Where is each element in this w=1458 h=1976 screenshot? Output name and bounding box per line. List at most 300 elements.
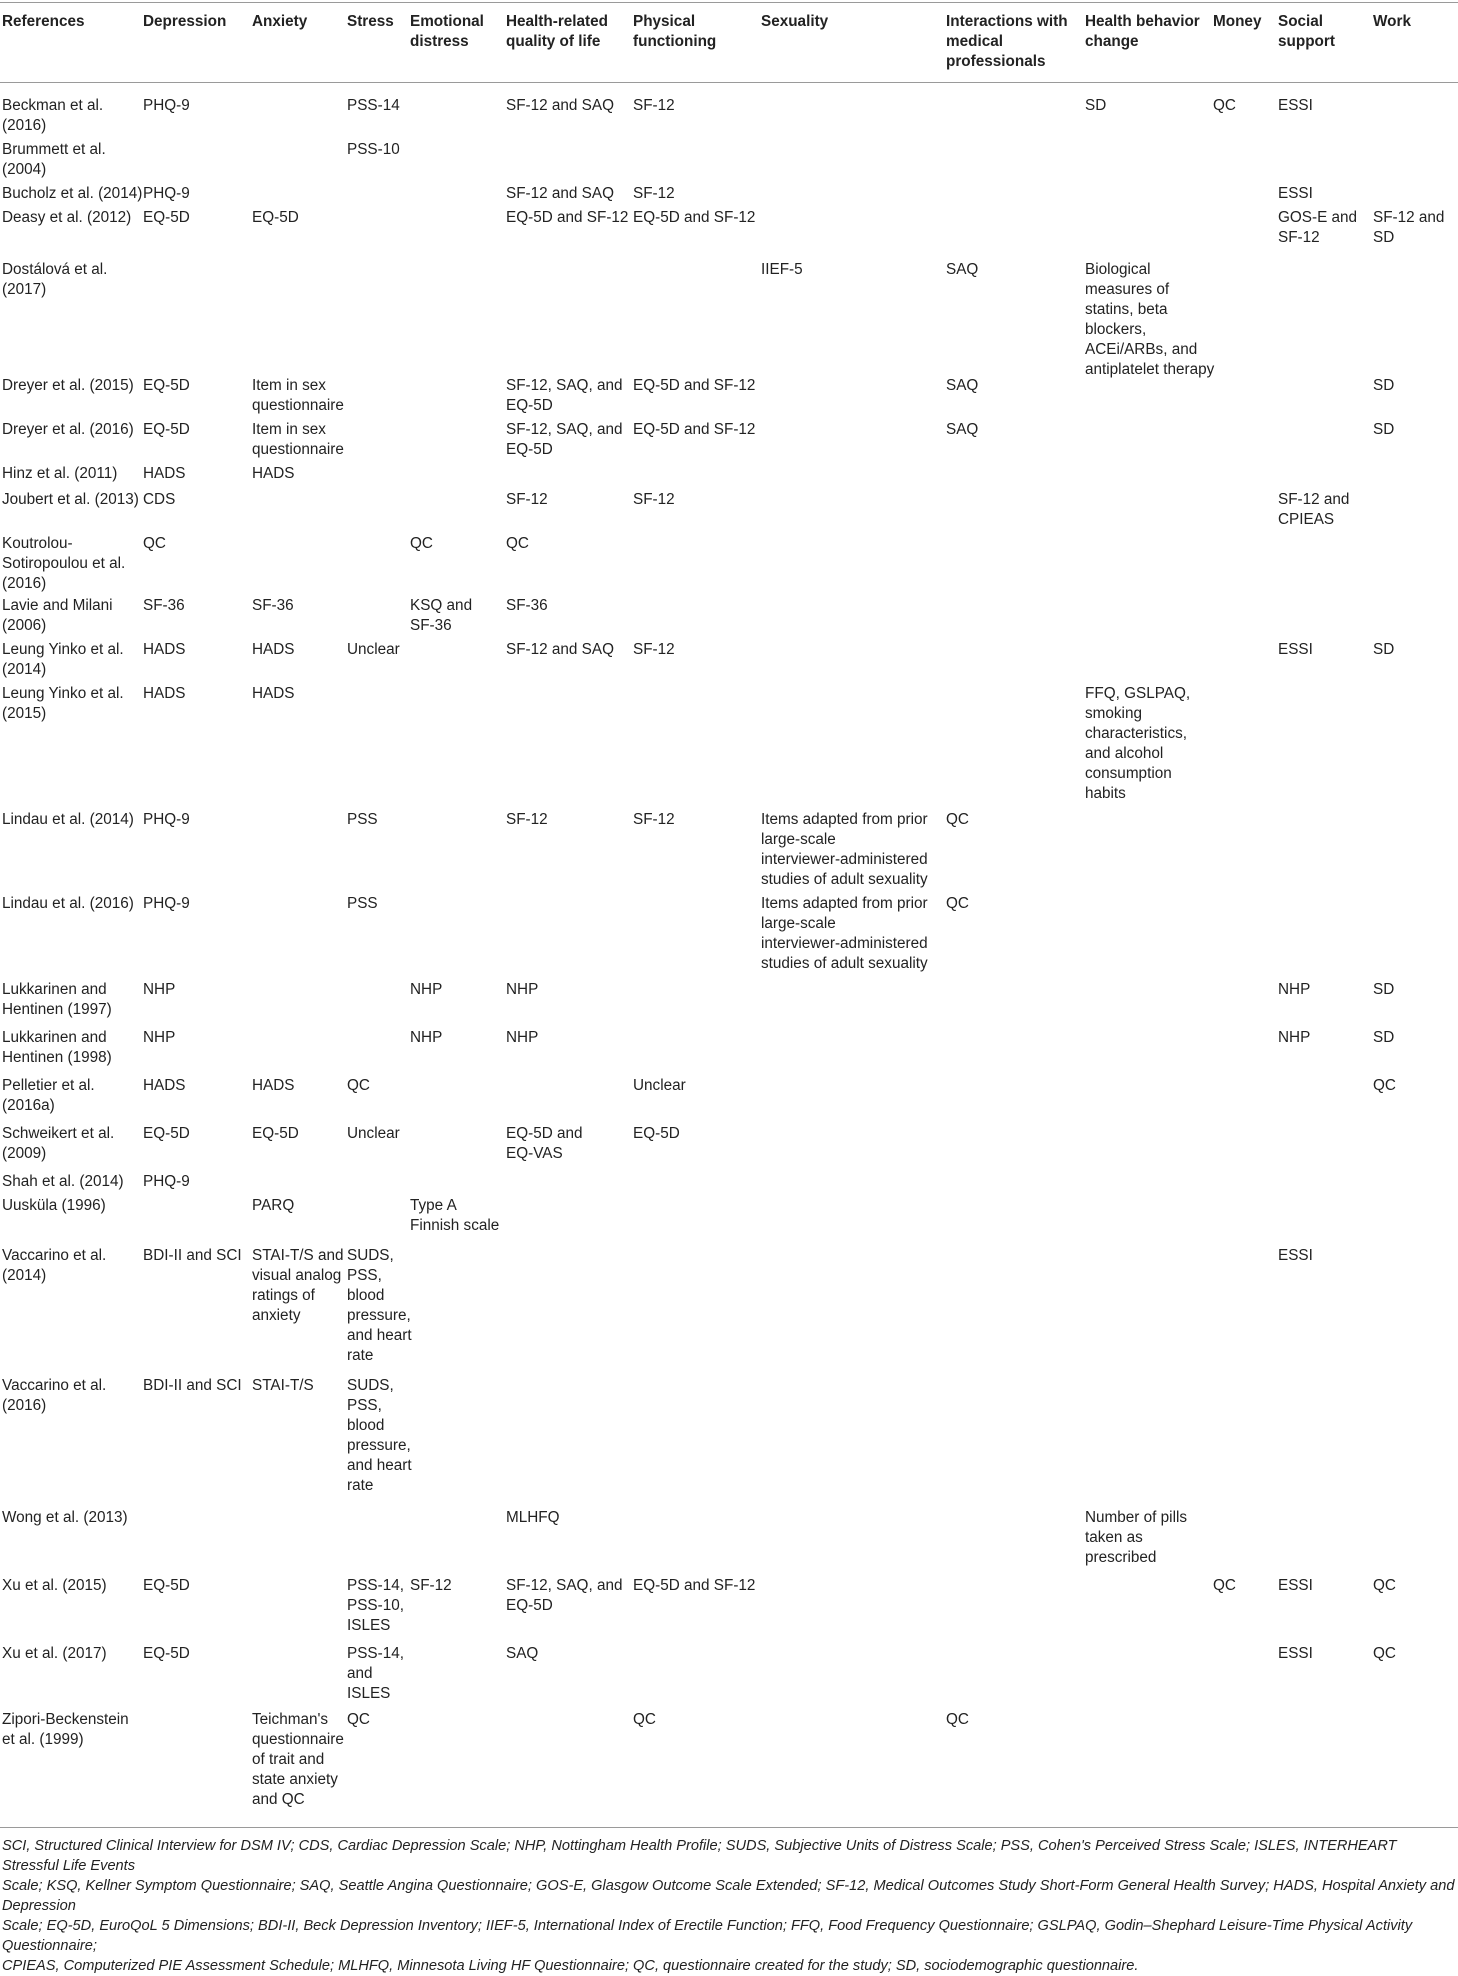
- cell-text-line: studies of adult sexuality: [761, 955, 928, 972]
- cell-text-line: EQ-5D and: [506, 1125, 583, 1142]
- cell-text-line: Zipori-Beckenstein: [2, 1711, 129, 1728]
- cell-text-line: Xu et al. (2015): [2, 1577, 107, 1594]
- table-cell: [1373, 376, 1394, 396]
- cell-text-line: SD: [1373, 421, 1395, 438]
- header-text-line: Work: [1373, 13, 1411, 30]
- cell-text-line: NHP: [410, 1029, 443, 1046]
- table-cell: [1278, 1576, 1313, 1596]
- cell-text-line: PHQ-9: [143, 811, 190, 828]
- table-cell: [252, 596, 294, 616]
- table-cell: [410, 1028, 442, 1048]
- cell-text-line: EQ-5D and SF-12: [506, 209, 629, 226]
- cell-text-line: ESSI: [1278, 97, 1313, 114]
- cell-text-line: blockers,: [1085, 321, 1147, 338]
- cell-text-line: Koutrolou-: [2, 535, 73, 552]
- table-cell: [1085, 684, 1190, 804]
- table-cell: [252, 464, 295, 484]
- cell-text-line: Bucholz et al. (2014): [2, 185, 143, 202]
- header-text-line: Physical: [633, 13, 696, 30]
- table-cell: [1278, 640, 1313, 660]
- cell-text-line: SD: [1085, 97, 1107, 114]
- cell-text-line: anxiety: [252, 1307, 301, 1324]
- cell-text-line: Deasy et al. (2012): [2, 209, 132, 226]
- table-cell: [143, 1576, 190, 1596]
- table-cell: [633, 96, 675, 116]
- cell-text-line: QC: [506, 535, 529, 552]
- cell-text-line: EQ-5D: [143, 377, 190, 394]
- table-cell: [761, 260, 803, 280]
- table-cell: [347, 1124, 400, 1144]
- cell-text-line: HADS: [143, 641, 186, 658]
- table-cell: [506, 640, 614, 660]
- table-cell: [347, 810, 378, 830]
- table-cell: [252, 1076, 295, 1096]
- cell-text-line: Lukkarinen and: [2, 1029, 107, 1046]
- column-header: [1085, 12, 1200, 52]
- cell-text-line: HADS: [252, 465, 295, 482]
- row-reference: [2, 596, 113, 636]
- cell-text-line: questionnaire: [252, 1731, 344, 1748]
- header-text-line: functioning: [633, 33, 717, 50]
- table-cell: [347, 1246, 412, 1366]
- cell-text-line: EQ-5D and SF-12: [633, 421, 756, 438]
- table-cell: [1278, 1644, 1313, 1664]
- row-reference: [2, 490, 139, 510]
- row-reference: [2, 1124, 114, 1164]
- cell-text-line: Hentinen (1998): [2, 1049, 112, 1066]
- cell-text-line: EQ-5D: [143, 421, 190, 438]
- table-cell: [143, 464, 186, 484]
- table-cell: [252, 1710, 344, 1810]
- cell-text-line: (2017): [2, 281, 47, 298]
- cell-text-line: interviewer-administered: [761, 851, 928, 868]
- cell-text-line: PHQ-9: [143, 1173, 190, 1190]
- cell-text-line: NHP: [506, 1029, 539, 1046]
- row-reference: [2, 1246, 106, 1286]
- cell-text-line: (2006): [2, 617, 47, 634]
- cell-text-line: SF-12: [633, 97, 675, 114]
- table-cell: [633, 208, 755, 228]
- table-cell: [506, 490, 548, 510]
- table-cell: [143, 1246, 242, 1266]
- cell-text-line: interviewer-administered: [761, 935, 928, 952]
- column-header: [761, 12, 828, 32]
- footnote-line: CPIEAS, Computerized PIE Assessment Schedule; MLHFQ, Minnesota Living HF Questionnaire; QC, questionnaire created for the study; SD, sociodemographic questionnaire.: [2, 1958, 1139, 1974]
- cell-text-line: Joubert et al. (2013): [2, 491, 139, 508]
- cell-text-line: HADS: [252, 641, 295, 658]
- header-text-line: distress: [410, 33, 469, 50]
- table-cell: [1278, 96, 1313, 116]
- cell-text-line: (2014): [2, 661, 47, 678]
- cell-text-line: BDI-II and SCI: [143, 1247, 242, 1264]
- cell-text-line: questionnaire: [252, 397, 344, 414]
- table-cell: [143, 980, 175, 1000]
- cell-text-line: CPIEAS: [1278, 511, 1335, 528]
- footnote-line: Scale; KSQ, Kellner Symptom Questionnaire; SAQ, Seattle Angina Questionnaire; GOS-E, Glasgow Outcome Scale Extended; SF-12, Medical Outcomes Study Short-Form General Health Survey; HADS, Hospital Anxiety and Depression: [2, 1878, 1455, 1914]
- cell-text-line: EQ-5D: [252, 1125, 299, 1142]
- table-cell: [506, 1644, 538, 1664]
- table-cell: [143, 1124, 190, 1144]
- cell-text-line: EQ-5D: [143, 1645, 190, 1662]
- table-cell: [1278, 980, 1310, 1000]
- cell-text-line: Vaccarino et al.: [2, 1247, 107, 1264]
- row-reference: [2, 96, 103, 136]
- table-bottom-rule: [0, 1827, 1458, 1828]
- table-cell: [633, 1124, 680, 1144]
- cell-text-line: studies of adult sexuality: [761, 871, 928, 888]
- row-reference: [2, 980, 112, 1020]
- table-cell: [1278, 208, 1357, 248]
- cell-text-line: EQ-5D: [506, 441, 553, 458]
- cell-text-line: QC: [347, 1077, 370, 1094]
- cell-text-line: BDI-II and SCI: [143, 1377, 242, 1394]
- table-cell: [1373, 980, 1394, 1000]
- table-cell: [506, 208, 628, 228]
- row-reference: [2, 376, 134, 396]
- table-cell: [347, 1076, 370, 1096]
- cell-text-line: PSS: [347, 811, 378, 828]
- table-cell: [252, 684, 295, 704]
- table-cell: [506, 376, 622, 416]
- cell-text-line: blood: [347, 1417, 385, 1434]
- cell-text-line: rate: [347, 1477, 374, 1494]
- table-cell: [143, 490, 175, 510]
- table-cell: [1213, 96, 1236, 116]
- header-text-line: support: [1278, 33, 1335, 50]
- table-cell: [1278, 1246, 1313, 1266]
- cell-text-line: SF-12: [506, 811, 548, 828]
- table-cell: [1085, 260, 1214, 380]
- cell-text-line: ESSI: [1278, 185, 1313, 202]
- cell-text-line: of trait and: [252, 1751, 325, 1768]
- cell-text-line: PSS-14: [347, 97, 400, 114]
- cell-text-line: PSS-14,: [347, 1577, 404, 1594]
- cell-text-line: pressure,: [347, 1307, 411, 1324]
- cell-text-line: Finnish scale: [410, 1217, 500, 1234]
- table-cell: [347, 140, 400, 160]
- cell-text-line: QC: [1373, 1077, 1396, 1094]
- cell-text-line: Item in sex: [252, 421, 326, 438]
- cell-text-line: Items adapted from prior: [761, 895, 928, 912]
- table-cell: [1373, 420, 1394, 440]
- table-cell: [1373, 1644, 1396, 1664]
- cell-text-line: QC: [410, 535, 433, 552]
- cell-text-line: Dreyer et al. (2016): [2, 421, 134, 438]
- footnote-line: SCI, Structured Clinical Interview for DSM IV; CDS, Cardiac Depression Scale; NHP, Nottingham Health Profile; SUDS, Subjective Units of Distress Scale; PSS, Cohen's Perceived Stress Scale; ISLES, INTERHEART Stressful Life Events: [2, 1838, 1397, 1874]
- table-cell: [1085, 96, 1106, 116]
- cell-text-line: Uusküla (1996): [2, 1197, 106, 1214]
- row-reference: [2, 684, 124, 724]
- cell-text-line: Lavie and Milani: [2, 597, 113, 614]
- cell-text-line: PSS-14,: [347, 1645, 404, 1662]
- table-cell: [252, 208, 299, 228]
- header-text-line: References: [2, 13, 85, 30]
- cell-text-line: Unclear: [347, 1125, 400, 1142]
- cell-text-line: QC: [946, 1711, 969, 1728]
- cell-text-line: antiplatelet therapy: [1085, 361, 1215, 378]
- header-text-line: medical: [946, 33, 1003, 50]
- cell-text-line: QC: [1373, 1577, 1396, 1594]
- table-cell: [506, 1576, 622, 1616]
- table-cell: [506, 1508, 560, 1528]
- cell-text-line: large-scale: [761, 915, 836, 932]
- cell-text-line: prescribed: [1085, 1549, 1157, 1566]
- cell-text-line: (2015): [2, 705, 47, 722]
- table-cell: [410, 1196, 499, 1236]
- column-header: [506, 12, 608, 52]
- cell-text-line: Number of pills: [1085, 1509, 1188, 1526]
- table-cell: [946, 1710, 969, 1730]
- cell-text-line: PSS,: [347, 1397, 382, 1414]
- cell-text-line: SF-12: [1278, 229, 1320, 246]
- table-cell: [1278, 490, 1349, 530]
- cell-text-line: large-scale: [761, 831, 836, 848]
- cell-text-line: (2016): [2, 575, 47, 592]
- cell-text-line: Hentinen (1997): [2, 1001, 112, 1018]
- cell-text-line: SD: [1373, 641, 1395, 658]
- row-reference: [2, 1576, 107, 1596]
- cell-text-line: rate: [347, 1347, 374, 1364]
- cell-text-line: MLHFQ: [506, 1509, 560, 1526]
- cell-text-line: state anxiety: [252, 1771, 338, 1788]
- cell-text-line: Beckman et al.: [2, 97, 104, 114]
- cell-text-line: FFQ, GSLPAQ,: [1085, 685, 1191, 702]
- cell-text-line: pressure,: [347, 1437, 411, 1454]
- cell-text-line: consumption: [1085, 765, 1172, 782]
- cell-text-line: Biological: [1085, 261, 1151, 278]
- table-cell: [347, 1710, 370, 1730]
- cell-text-line: NHP: [143, 1029, 176, 1046]
- cell-text-line: HADS: [252, 685, 295, 702]
- table-cell: [633, 1710, 656, 1730]
- cell-text-line: NHP: [506, 981, 539, 998]
- cell-text-line: and heart: [347, 1457, 412, 1474]
- table-cell: [1373, 208, 1444, 248]
- table-cell: [252, 1124, 299, 1144]
- cell-text-line: and alcohol: [1085, 745, 1164, 762]
- table-cell: [410, 596, 472, 636]
- table-cell: [143, 420, 190, 440]
- header-text-line: Interactions with: [946, 13, 1068, 30]
- table-cell: [1213, 1576, 1236, 1596]
- cell-text-line: QC: [1373, 1645, 1396, 1662]
- header-text-line: Anxiety: [252, 13, 308, 30]
- table-cell: [143, 1028, 175, 1048]
- cell-text-line: PSS: [347, 895, 378, 912]
- column-header: [347, 12, 394, 32]
- row-reference: [2, 208, 131, 228]
- cell-text-line: EQ-5D: [252, 209, 299, 226]
- table-cell: [347, 1576, 404, 1636]
- cell-text-line: NHP: [143, 981, 176, 998]
- cell-text-line: Dreyer et al. (2015): [2, 377, 134, 394]
- cell-text-line: (2004): [2, 161, 47, 178]
- cell-text-line: QC: [946, 811, 969, 828]
- cell-text-line: et al. (1999): [2, 1731, 84, 1748]
- cell-text-line: SD: [1373, 229, 1395, 246]
- table-cell: [946, 810, 969, 830]
- table-cell: [252, 1376, 314, 1396]
- cell-text-line: PHQ-9: [143, 895, 190, 912]
- table-cell: [633, 640, 675, 660]
- cell-text-line: (2016): [2, 117, 47, 134]
- table-top-rule: [0, 2, 1458, 3]
- cell-text-line: (2014): [2, 1267, 47, 1284]
- cell-text-line: QC: [1213, 1577, 1236, 1594]
- table-cell: [633, 490, 675, 510]
- cell-text-line: SAQ: [506, 1645, 539, 1662]
- cell-text-line: STAI-T/S: [252, 1377, 314, 1394]
- cell-text-line: Items adapted from prior: [761, 811, 928, 828]
- column-header: [2, 12, 84, 32]
- row-reference: [2, 464, 117, 484]
- cell-text-line: HADS: [143, 465, 186, 482]
- cell-text-line: SF-36: [506, 597, 548, 614]
- cell-text-line: Lindau et al. (2014): [2, 811, 134, 828]
- cell-text-line: Xu et al. (2017): [2, 1645, 107, 1662]
- cell-text-line: SUDS,: [347, 1377, 394, 1394]
- header-text-line: Emotional: [410, 13, 484, 30]
- cell-text-line: Unclear: [347, 641, 400, 658]
- cell-text-line: PSS-10,: [347, 1597, 404, 1614]
- cell-text-line: ESSI: [1278, 1247, 1313, 1264]
- cell-text-line: EQ-5D and SF-12: [633, 1577, 756, 1594]
- table-cell: [506, 810, 548, 830]
- cell-text-line: HADS: [252, 1077, 295, 1094]
- table-cell: [347, 1644, 404, 1704]
- cell-text-line: NHP: [1278, 1029, 1311, 1046]
- cell-text-line: SF-12 and: [1373, 209, 1445, 226]
- table-cell: [633, 184, 675, 204]
- cell-text-line: habits: [1085, 785, 1126, 802]
- table-cell: [252, 1196, 294, 1216]
- cell-text-line: ACEi/ARBs, and: [1085, 341, 1198, 358]
- table-cell: [143, 1376, 242, 1396]
- cell-text-line: SF-12, SAQ, and: [506, 1577, 623, 1594]
- table-cell: [946, 894, 969, 914]
- row-reference: [2, 640, 124, 680]
- table-cell: [1373, 1076, 1396, 1096]
- table-cell: [946, 376, 978, 396]
- cell-text-line: Leung Yinko et al.: [2, 685, 124, 702]
- table-cell: [143, 640, 186, 660]
- cell-text-line: SD: [1373, 1029, 1395, 1046]
- cell-text-line: QC: [143, 535, 166, 552]
- cell-text-line: SF-12 and SAQ: [506, 97, 614, 114]
- cell-text-line: SAQ: [946, 261, 979, 278]
- cell-text-line: PSS-10: [347, 141, 400, 158]
- cell-text-line: Pelletier et al.: [2, 1077, 95, 1094]
- row-reference: [2, 1376, 106, 1416]
- cell-text-line: SF-12: [506, 491, 548, 508]
- cell-text-line: and QC: [252, 1791, 305, 1808]
- cell-text-line: blood: [347, 1287, 385, 1304]
- row-reference: [2, 894, 134, 914]
- row-reference: [2, 260, 107, 300]
- cell-text-line: smoking: [1085, 705, 1142, 722]
- cell-text-line: Brummett et al.: [2, 141, 106, 158]
- cell-text-line: HADS: [143, 1077, 186, 1094]
- cell-text-line: PHQ-9: [143, 97, 190, 114]
- cell-text-line: Teichman's: [252, 1711, 329, 1728]
- cell-text-line: CDS: [143, 491, 176, 508]
- table-cell: [347, 1376, 412, 1496]
- cell-text-line: Wong et al. (2013): [2, 1509, 128, 1526]
- table-cell: [633, 1576, 755, 1596]
- cell-text-line: ISLES: [347, 1685, 391, 1702]
- column-header: [143, 12, 226, 32]
- header-text-line: Sexuality: [761, 13, 829, 30]
- row-reference: [2, 1710, 129, 1750]
- cell-text-line: SF-12 and SAQ: [506, 641, 614, 658]
- row-reference: [2, 184, 142, 204]
- cell-text-line: EQ-5D and SF-12: [633, 377, 756, 394]
- cell-text-line: ESSI: [1278, 1645, 1313, 1662]
- cell-text-line: HADS: [143, 685, 186, 702]
- table-cell: [506, 1124, 583, 1164]
- cell-text-line: PHQ-9: [143, 185, 190, 202]
- table-cell: [347, 894, 378, 914]
- cell-text-line: PARQ: [252, 1197, 295, 1214]
- cell-text-line: Leung Yinko et al.: [2, 641, 124, 658]
- footnote-line: Scale; EQ-5D, EuroQoL 5 Dimensions; BDI-II, Beck Depression Inventory; IIEF-5, International Index of Erectile Function; FFQ, Food Frequency Questionnaire; GSLPAQ, Godin–Shephard Leisure-Time Physical Activity Questionnaire;: [2, 1918, 1413, 1954]
- table-cell: [633, 1076, 686, 1096]
- cell-text-line: QC: [1213, 97, 1236, 114]
- cell-text-line: SF-36: [410, 617, 452, 634]
- table-cell: [347, 640, 400, 660]
- header-text-line: Health behavior: [1085, 13, 1200, 30]
- cell-text-line: ESSI: [1278, 641, 1313, 658]
- table-cell: [252, 640, 295, 660]
- cell-text-line: PSS,: [347, 1267, 382, 1284]
- table-cell: [143, 96, 190, 116]
- header-text-line: Depression: [143, 13, 227, 30]
- table-cell: [143, 684, 186, 704]
- cell-text-line: SF-36: [252, 597, 294, 614]
- table-cell: [1373, 1028, 1394, 1048]
- table-cell: [1278, 184, 1313, 204]
- cell-text-line: Schweikert et al.: [2, 1125, 115, 1142]
- column-header: [1213, 12, 1261, 32]
- row-reference: [2, 420, 134, 440]
- table-footnote: [2, 1836, 1456, 1976]
- table-cell: [1278, 1028, 1310, 1048]
- cell-text-line: EQ-5D: [506, 397, 553, 414]
- table-cell: [761, 894, 928, 974]
- cell-text-line: Dostálová et al.: [2, 261, 108, 278]
- cell-text-line: characteristics,: [1085, 725, 1188, 742]
- cell-text-line: and: [347, 1665, 373, 1682]
- row-reference: [2, 1644, 107, 1664]
- cell-text-line: questionnaire: [252, 441, 344, 458]
- cell-text-line: EQ-VAS: [506, 1145, 563, 1162]
- cell-text-line: Item in sex: [252, 377, 326, 394]
- cell-text-line: ratings of: [252, 1287, 315, 1304]
- header-text-line: Social: [1278, 13, 1324, 30]
- cell-text-line: (2009): [2, 1145, 47, 1162]
- table-cell: [143, 208, 190, 228]
- cell-text-line: IIEF-5: [761, 261, 803, 278]
- cell-text-line: SF-36: [143, 597, 185, 614]
- cell-text-line: Type A: [410, 1197, 457, 1214]
- cell-text-line: QC: [347, 1711, 370, 1728]
- cell-text-line: ESSI: [1278, 1577, 1313, 1594]
- table-cell: [506, 184, 614, 204]
- cell-text-line: SF-12 and: [1278, 491, 1350, 508]
- table-cell: [1373, 640, 1394, 660]
- table-cell: [633, 810, 675, 830]
- table-cell: [506, 96, 614, 116]
